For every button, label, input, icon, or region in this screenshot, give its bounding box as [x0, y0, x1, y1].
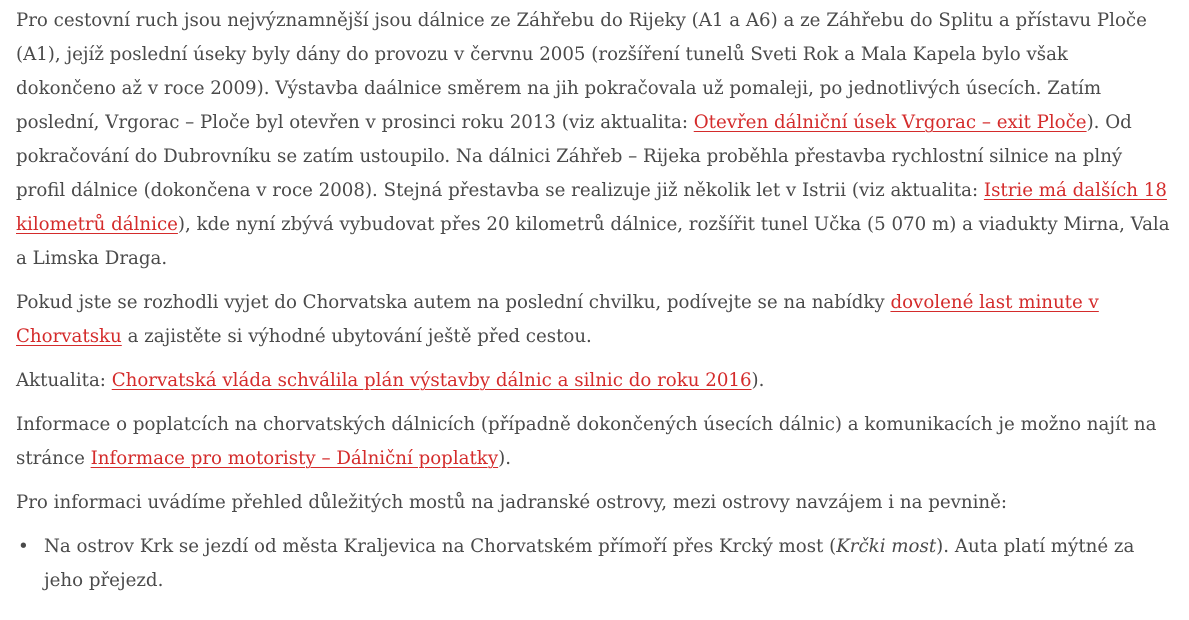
bridges-list — [16, 530, 1173, 598]
paragraph-text: a zajistěte si výhodné ubytování ještě před cestou. — [121, 326, 592, 347]
paragraph-text: Pro informaci uvádíme přehled důležitých mostů na jadranské ostrovy, mezi ostrovy navzájem i na pevnině: — [16, 492, 1008, 513]
paragraph-poplatky — [16, 408, 1173, 476]
paragraph-last-minute — [16, 286, 1173, 354]
link-dalnicni-poplatky[interactable]: Informace pro motoristy – Dálniční poplatky — [90, 448, 499, 469]
link-vlada-plan[interactable]: Chorvatská vláda schválila plán výstavby dálnic a silnic do roku 2016 — [111, 370, 752, 391]
list-item-text: Na ostrov Krk se jezdí od města Kraljevica na Chorvatském přímoří přes Krcký most ( — [44, 536, 837, 557]
paragraph-text: Informace o poplatcích na chorvatských dálnicích (případně dokončených úsecích dálnic) a komunikacích je možno najít na stránce — [16, 414, 1157, 469]
link-istrie-dalnice[interactable]: Istrie má dalších 18 kilometrů dálnice — [16, 180, 1167, 235]
paragraph-text: ). Od pokračování do Dubrovníku se zatím ustoupilo. Na dálnici Záhřeb – Rijeka proběhla přestavba rychlostní silnice na plný profil dálnice (dokončena v roce 2008). Stejná přestavba se realizuje již několik let v Istrii (viz aktualita: — [16, 112, 1132, 201]
list-item — [18, 530, 1173, 598]
paragraph-text: ). — [498, 448, 511, 469]
paragraph-text: Pro cestovní ruch jsou nejvýznamnější jsou dálnice ze Záhřebu do Rijeky (A1 a A6) a ze Záhřebu do Splitu a přístavu Ploče (A1), jejíž poslední úseky byly dány do provozu v červnu 2005 (rozšíření tunelů Sveti Rok a Mala Kapela bylo však dokončeno až v roce 2009). Výstavba daálnice směrem na jih pokračovala už pomaleji, po jednotlivých úsecích. Zatím poslední, Vrgorac – Ploče byl otevřen v prosinci roku 2013 (viz aktualita: — [16, 10, 1147, 133]
paragraph-text: Aktualita: — [16, 370, 112, 391]
list-item-emphasis: Krčki most — [836, 536, 937, 557]
paragraph-text: ). — [751, 370, 765, 391]
paragraph-mosty — [16, 486, 1173, 520]
list-item-text: ). Auta platí mýtné za jeho přejezd. — [44, 536, 1135, 591]
paragraph-highways — [16, 4, 1173, 276]
link-last-minute[interactable]: dovolené last minute v Chorvatsku — [16, 292, 1099, 347]
paragraph-aktualita — [16, 364, 1173, 398]
paragraph-text: ), kde nyní zbývá vybudovat přes 20 kilometrů dálnice, rozšířit tunel Učka (5 070 m) a viadukty Mirna, Vala a Limska Draga. — [16, 214, 1170, 269]
link-vrgorac-ploce[interactable]: Otevřen dálniční úsek Vrgorac – exit Ploče — [693, 112, 1087, 133]
bullet-icon: • — [18, 536, 29, 557]
paragraph-text: Pokud jste se rozhodli vyjet do Chorvatska autem na poslední chvilku, podívejte se na nabídky — [16, 292, 891, 313]
